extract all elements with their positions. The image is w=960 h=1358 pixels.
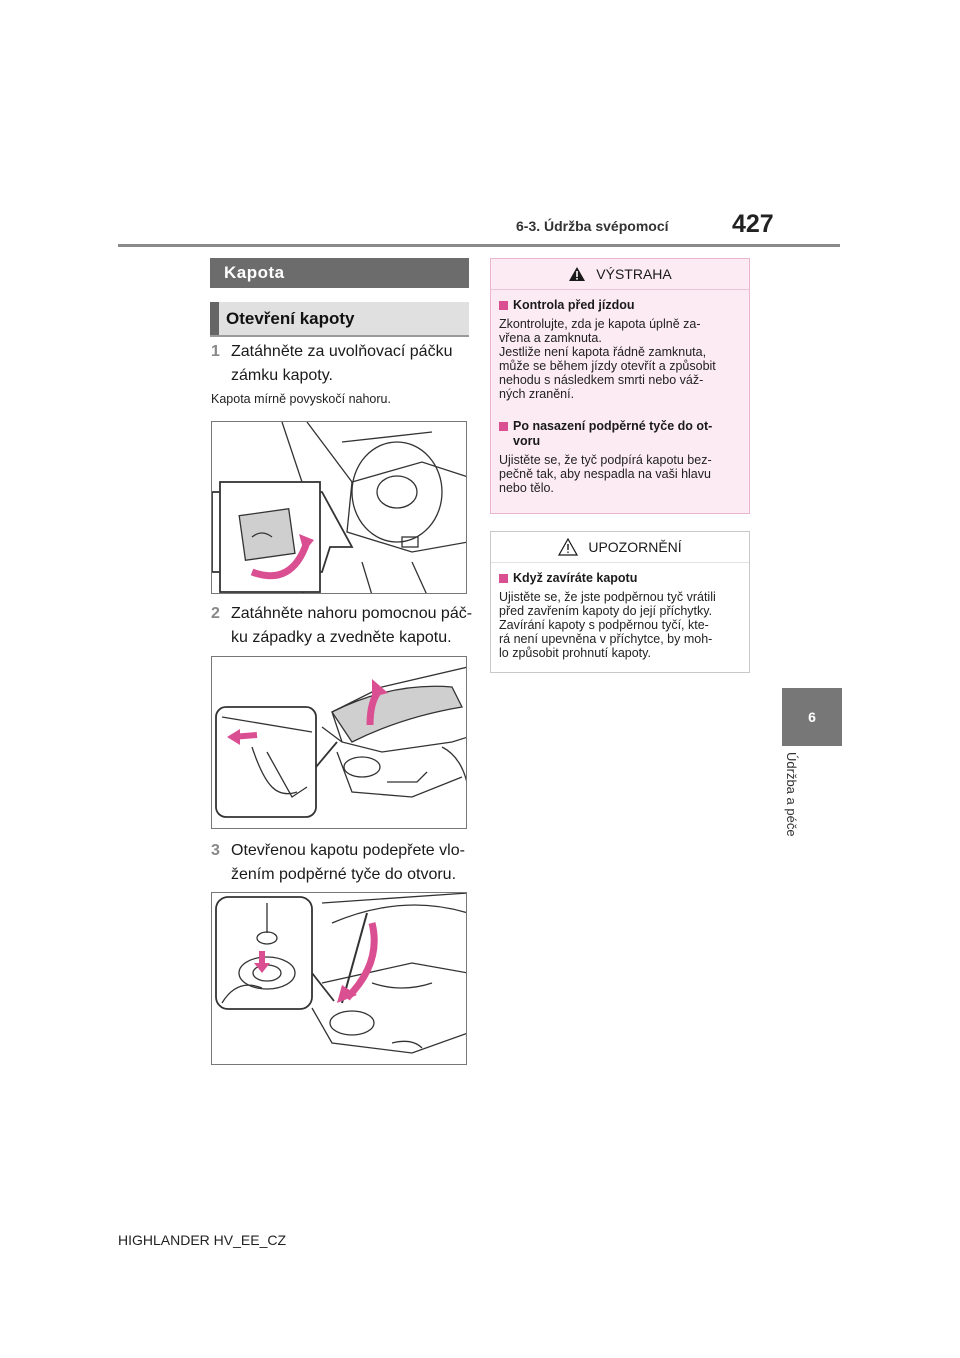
warning-header (491, 259, 749, 290)
chapter-label-text: Údržba a péče (784, 752, 799, 837)
text-line: vřena a zamknuta. (499, 331, 602, 345)
warning-item-title: Kontrola před jízdou (499, 298, 743, 313)
text-line: ných zranění. (499, 387, 575, 401)
subsection-heading-text: Otevření kapoty (226, 308, 355, 328)
text-line: rá není upevněna v příchytce, by moh- (499, 632, 713, 646)
chapter-number: 6 (808, 709, 816, 725)
text-line: voru (513, 434, 541, 448)
text-line: Ujistěte se, že jste podpěrnou tyč vrátili (499, 590, 716, 604)
illustration-lift-hood (211, 656, 467, 829)
caution-item-title: Když zavíráte kapotu (499, 571, 743, 586)
header-rule (118, 244, 840, 247)
support-rod-icon (212, 893, 467, 1065)
text-line: před zavřením kapoty do její příchytky. (499, 604, 713, 618)
page-number: 427 (732, 210, 774, 238)
warning-body (491, 290, 749, 495)
footer-model: HIGHLANDER HV_EE_CZ (118, 1232, 287, 1248)
step-text-line: Zatáhněte za uvolňovací páčku (231, 343, 453, 360)
text-line: nebo tělo. (499, 481, 554, 495)
chapter-tab (782, 688, 842, 746)
text-line: lo způsobit prohnutí kapoty. (499, 646, 651, 660)
warning-title: VÝSTRAHA (596, 266, 672, 282)
step-text-line: Zatáhněte nahoru pomocnou páč- (231, 605, 473, 622)
text-line: může se během jízdy otevřít a způsobit (499, 359, 716, 373)
text-line: nehodu s následkem smrti nebo váž- (499, 373, 704, 387)
caution-box (490, 531, 750, 673)
step-2 (211, 602, 473, 650)
step-number: 3 (211, 842, 220, 859)
text-line: Po nasazení podpěrné tyče do ot- (513, 419, 713, 433)
caution-header (491, 532, 749, 563)
warning-box (490, 258, 750, 514)
illustration-release-lever (211, 421, 467, 594)
warning-triangle-icon (568, 266, 586, 282)
step-3 (211, 839, 473, 887)
illustration-support-rod (211, 892, 467, 1065)
warning-item-text (499, 317, 743, 401)
warning-item-title (499, 419, 743, 449)
section-heading: Kapota (210, 258, 469, 288)
step-text-line: ku západky a zvedněte kapotu. (231, 629, 452, 646)
step-number: 1 (211, 343, 220, 360)
caution-body (491, 563, 749, 660)
step-number: 2 (211, 605, 220, 622)
text-line: Zavírání kapoty s podpěrnou tyčí, kte- (499, 618, 709, 632)
step-text-line: žením podpěrné tyče do otvoru. (231, 866, 457, 883)
lift-hood-icon (212, 657, 467, 829)
caution-item-text (499, 590, 743, 660)
text-line: pečně tak, aby nespadla na vaši hlavu (499, 467, 711, 481)
text-line: Ujistěte se, že tyč podpírá kapotu bez- (499, 453, 712, 467)
warning-item-text (499, 453, 743, 495)
chapter-label (776, 752, 816, 862)
caution-title: UPOZORNĚNÍ (588, 539, 682, 555)
step-text-line: Otevřenou kapotu podepřete vlo- (231, 842, 465, 859)
caution-triangle-icon (558, 538, 578, 556)
text-line: Jestliže není kapota řádně zamknuta, (499, 345, 707, 359)
step-note: Kapota mírně povyskočí nahoru. (211, 392, 391, 406)
hood-release-lever-icon (212, 422, 467, 594)
step-text-line: zámku kapoty. (231, 367, 333, 384)
subsection-heading (210, 302, 469, 335)
text-line: Zkontrolujte, zda je kapota úplně za- (499, 317, 701, 331)
section-label: 6-3. Údržba svépomocí (516, 218, 669, 234)
step-1 (211, 340, 473, 388)
